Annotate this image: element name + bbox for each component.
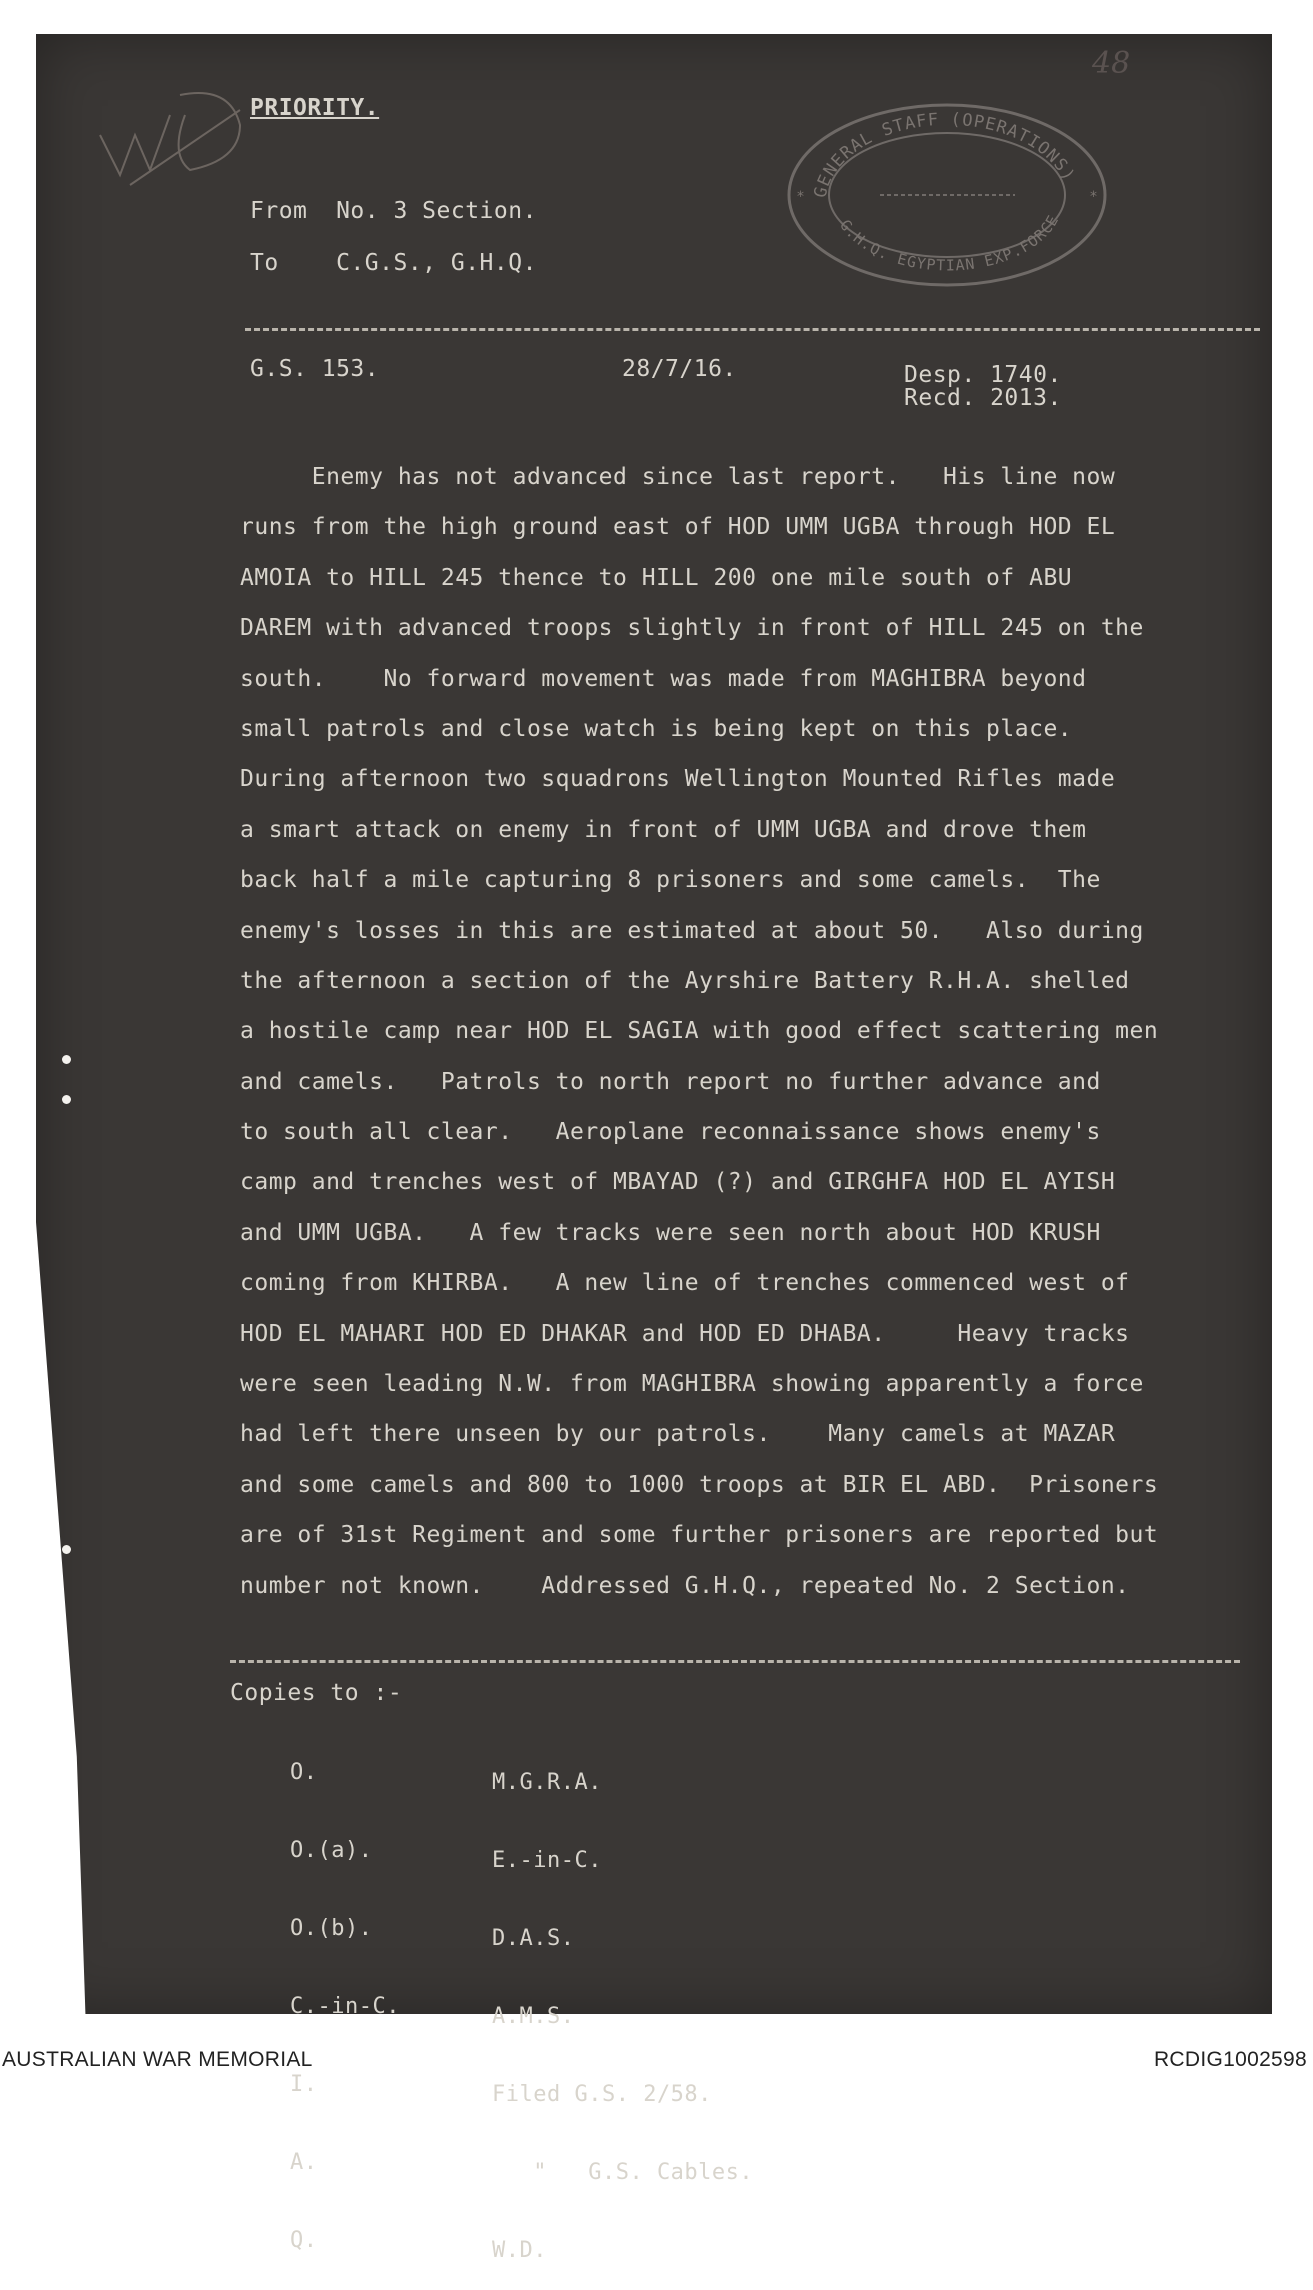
- body-line: runs from the high ground east of HOD UMM UGBA through HOD EL: [240, 514, 1116, 541]
- punch-hole: [62, 1545, 71, 1554]
- handwritten-initials-mark: [90, 75, 260, 195]
- body-line: Enemy has not advanced since last report. His line now: [240, 464, 1116, 490]
- copies-list-left: [290, 1708, 400, 2280]
- copy-recipient: A.M.S.: [492, 2004, 575, 2029]
- body-line: coming from KHIRBA. A new line of trenches commenced west of: [240, 1270, 1130, 1297]
- body-line: the afternoon a section of the Ayrshire Battery R.H.A. shelled: [240, 967, 1130, 994]
- svg-text:*: *: [1090, 189, 1097, 205]
- copy-recipient: " G.S. Cables.: [492, 2160, 754, 2185]
- body-line: had left there unseen by our patrols. Many camels at MAZAR: [240, 1421, 1116, 1448]
- body-line: enemy's losses in this are estimated at about 50. Also during: [240, 917, 1144, 944]
- body-line: and some camels and 800 to 1000 troops at BIR EL ABD. Prisoners: [240, 1471, 1159, 1498]
- body-line: and camels. Patrols to north report no further advance and: [240, 1068, 1101, 1095]
- copies-label: Copies to :-: [230, 1680, 403, 1706]
- divider-top: [245, 328, 1260, 331]
- body-line: small patrols and close watch is being kept on this place.: [240, 715, 1073, 742]
- copy-recipient: W.D.: [492, 2238, 547, 2263]
- body-line: camp and trenches west of MBAYAD (?) and GIRGHFA HOD EL AYISH: [240, 1169, 1116, 1196]
- copy-recipient: O.: [290, 1760, 318, 1785]
- copy-recipient: I.: [290, 2072, 318, 2097]
- copy-recipient: A.: [290, 2150, 318, 2175]
- copy-recipient: C.-in-C.: [290, 1994, 400, 2019]
- copy-recipient: E.-in-C.: [492, 1848, 602, 1873]
- body-line: AMOIA to HILL 245 thence to HILL 200 one mile south of ABU: [240, 564, 1073, 591]
- body-line: number not known. Addressed G.H.Q., repeated No. 2 Section.: [240, 1572, 1130, 1599]
- body-line: are of 31st Regiment and some further prisoners are reported but: [240, 1522, 1159, 1549]
- body-line: a smart attack on enemy in front of UMM UGBA and drove them: [240, 816, 1087, 843]
- body-line: to south all clear. Aeroplane reconnaissance shows enemy's: [240, 1119, 1101, 1146]
- body-line: HOD EL MAHARI HOD ED DHAKAR and HOD ED DHABA. Heavy tracks: [240, 1320, 1130, 1347]
- punch-hole: [62, 1055, 71, 1064]
- copy-recipient: D.A.S.: [492, 1926, 575, 1951]
- footer-record-id: RCDIG1002598: [1153, 2048, 1307, 2071]
- body-line: a hostile camp near HOD EL SAGIA with good effect scattering men: [240, 1018, 1159, 1045]
- priority-heading: PRIORITY.: [250, 95, 380, 121]
- body-line: DAREM with advanced troops slightly in front of HILL 245 on the: [240, 615, 1144, 642]
- copies-list-right: [492, 1718, 753, 2290]
- svg-text:G.H.Q. EGYPTIAN EXP.FORCE: G.H.Q. EGYPTIAN EXP.FORCE: [836, 211, 1063, 275]
- copy-recipient: M.G.R.A.: [492, 1770, 602, 1795]
- body-line: south. No forward movement was made from MAGHIBRA beyond: [240, 665, 1087, 692]
- from-line: From No. 3 Section.: [250, 198, 537, 224]
- copy-recipient: Filed G.S. 2/58.: [492, 2082, 712, 2107]
- footer-institution: AUSTRALIAN WAR MEMORIAL: [2, 2048, 313, 2071]
- copy-recipient: O.(a).: [290, 1838, 373, 1863]
- message-body: [240, 452, 1270, 1611]
- to-line: To C.G.S., G.H.Q.: [250, 250, 537, 276]
- body-line: back half a mile capturing 8 prisoners and some camels. The: [240, 867, 1101, 894]
- message-date: 28/7/16.: [622, 356, 737, 382]
- body-line: were seen leading N.W. from MAGHIBRA showing apparently a force: [240, 1371, 1144, 1398]
- body-line: During afternoon two squadrons Wellington Mounted Rifles made: [240, 766, 1116, 793]
- copy-recipient: Q.: [290, 2228, 318, 2253]
- general-staff-stamp: [785, 95, 1110, 290]
- copy-recipient: O.(b).: [290, 1916, 373, 1941]
- divider-bottom: [230, 1660, 1240, 1663]
- received-time: Recd. 2013.: [904, 385, 1062, 411]
- handwritten-page-number: 48: [1092, 46, 1131, 81]
- despatched-time: Desp. 1740.: [904, 362, 1062, 388]
- body-line: and UMM UGBA. A few tracks were seen north about HOD KRUSH: [240, 1219, 1101, 1246]
- punch-hole: [62, 1095, 71, 1104]
- svg-text:*: *: [797, 189, 804, 205]
- reference-number: G.S. 153.: [250, 356, 380, 382]
- svg-text:GENERAL STAFF (OPERATIONS): GENERAL STAFF (OPERATIONS): [810, 109, 1079, 200]
